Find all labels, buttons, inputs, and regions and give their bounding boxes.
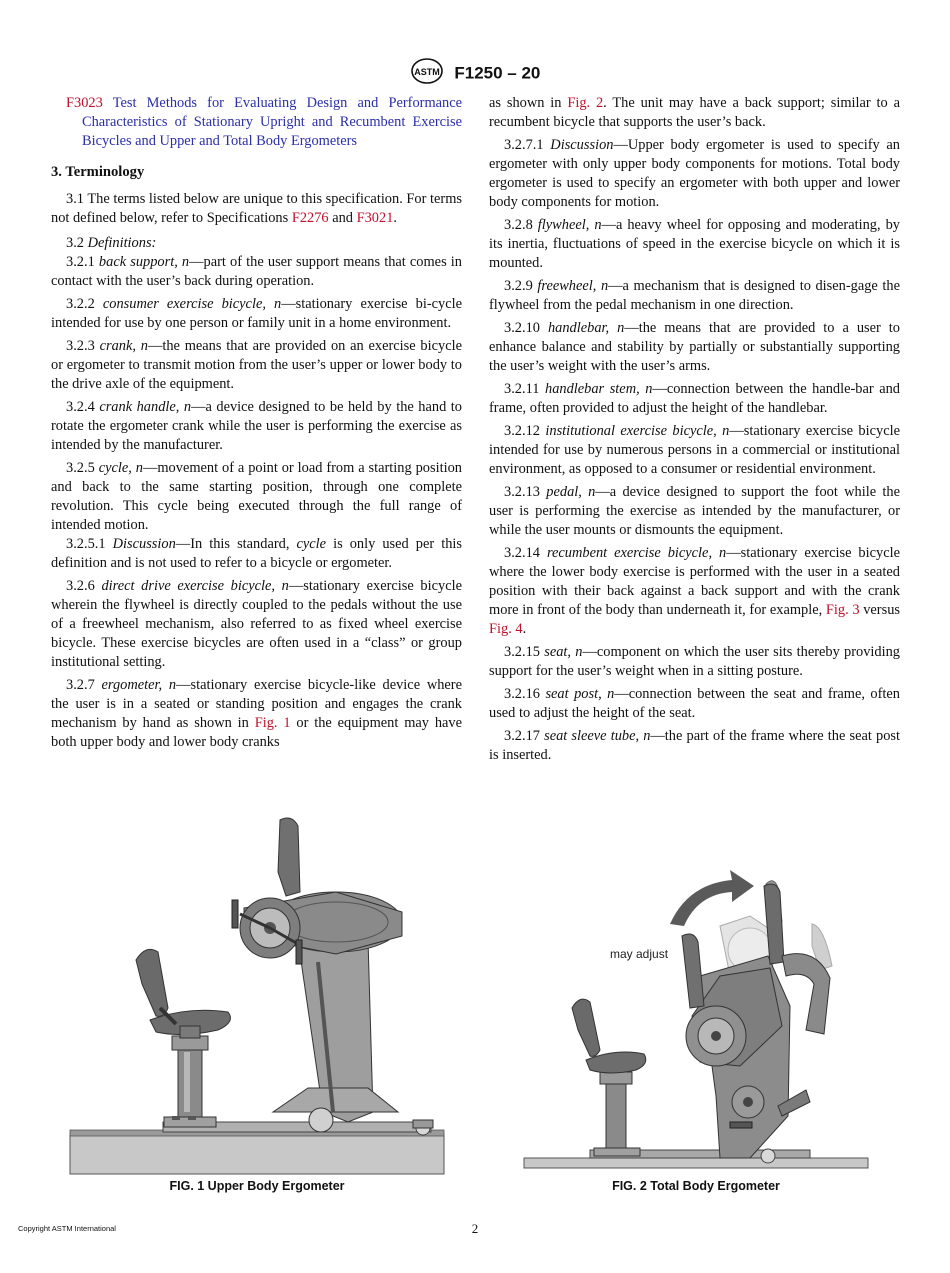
para-3-2-15: 3.2.15 seat, n—component on which the user sits thereby providing support for the user’s weight when in a sitting posture.: [489, 644, 900, 679]
ref-title: Test Methods for Evaluating Design and Performance Characteristics of Stationary Upright and Recumbent Exercise Bicycles and Upper and Total Body Ergometers: [82, 95, 462, 149]
para-3-2-8: 3.2.8 flywheel, n—a heavy wheel for opposing and moderating, by its inertia, fluctuations of speed in the exercise bicycle on which it is mounted.: [489, 217, 900, 271]
copyright-notice: Copyright ASTM International: [18, 1224, 116, 1233]
link-fig-2[interactable]: Fig. 2: [567, 95, 604, 111]
link-f3021[interactable]: F3021: [356, 210, 394, 226]
figure-2-illustration: [520, 866, 872, 1176]
para-3-2-6: 3.2.6 direct drive exercise bicycle, n—stationary exercise bicycle wherein the flywheel is directly coupled to the pedals without the use of a freewheel mechanism, also referred to as fixed wheel exercise bicycle. These exercise bicycles are often used in a “class” or group institutional setting.: [51, 578, 462, 670]
para-3-2-9: 3.2.9 freewheel, n—a mechanism that is designed to disen-gage the flywheel from the pedal mechanism in one direction.: [489, 278, 900, 313]
para-3-2-7-1: 3.2.7.1 Discussion—Upper body ergometer is used to specify an ergometer with only upper body components for motions. Total body ergometer is used to specify an ergometer with both upper and lower body components for motion.: [489, 137, 900, 210]
para-3-2-12: 3.2.12 institutional exercise bicycle, n—stationary exercise bicycle intended for use by numerous persons in a commercial or institutional environment, as opposed to a consumer or residential environment.: [489, 423, 900, 477]
document-designation: F1250 – 20: [454, 63, 541, 83]
figure-1-illustration: [68, 812, 446, 1176]
link-f2276[interactable]: F2276: [291, 210, 329, 226]
figure-1-caption: FIG. 1 Upper Body Ergometer: [169, 1179, 345, 1193]
para-3-2-4: 3.2.4 crank handle, n—a device designed to be held by the hand to rotate the ergometer crank while the user is performing the exercise as intended by the manufacturer.: [51, 399, 462, 453]
section-heading: 3. Terminology: [51, 164, 145, 180]
left-column: [51, 94, 462, 756]
para-3-2-13: 3.2.13 pedal, n—a device designed to support the foot while the user is performing the exercise as intended by the manufacturer, or while the user mounts or dismounts the equipment.: [489, 484, 900, 538]
para-3-2-5: 3.2.5 cycle, n—movement of a point or load from a starting position and back to the same starting position, through one complete revolution. This cycle being executed through the full range of intended motion.: [51, 460, 462, 533]
para-3-2-2: 3.2.2 consumer exercise bicycle, n—stationary exercise bi-cycle intended for use by one person or family unit in a home environment.: [51, 296, 462, 331]
para-3-2-5-1: 3.2.5.1 Discussion—In this standard, cycle is only used per this definition and is not used to refer to a bicycle or ergometer.: [51, 536, 463, 571]
astm-logo-icon: [410, 58, 444, 89]
para-3-2-7: 3.2.7 ergometer, n—stationary exercise bicycle-like device where the user is in a seated or standing position and engages the crank mechanism by hand as shown in Fig. 1 or the equipment may have both upper body and lower body cranks: [51, 677, 463, 750]
para-3-2: 3.2 Definitions:: [66, 235, 157, 251]
para-3-2-3: 3.2.3 crank, n—the means that are provided on an exercise bicycle or ergometer to transmit motion from the user’s upper or lower body to the drive axle of the equipment.: [51, 338, 462, 392]
para-3-2-16: 3.2.16 seat post, n—connection between the seat and frame, often used to adjust the height of the seat.: [489, 686, 900, 721]
para-3-1: 3.1 The terms listed below are unique to this specification. For terms not defined below, refer to Specifications F2276 and F3021.: [51, 191, 462, 226]
right-column: [489, 94, 900, 769]
para-3-2-17: 3.2.17 seat sleeve tube, n—the part of the frame where the seat post is inserted.: [489, 728, 900, 763]
may-adjust-label: may adjust: [610, 947, 669, 961]
para-3-2-10: 3.2.10 handlebar, n—the means that are provided to a user to enhance balance and stability by partially or substantially supporting the user’s weight with the user’s arms.: [489, 320, 900, 374]
figure-2-caption: FIG. 2 Total Body Ergometer: [612, 1179, 780, 1193]
para-3-2-1: 3.2.1 back support, n—part of the user support means that comes in contact with the user’s back during operation.: [51, 254, 462, 289]
svg-text:ASTM: ASTM: [413, 67, 440, 77]
link-fig-3[interactable]: Fig. 3: [825, 602, 860, 618]
para-3-2-11: 3.2.11 handlebar stem, n—connection between the handle-bar and frame, often provided to adjust the height of the handlebar.: [489, 381, 900, 416]
reference-f3023: [51, 94, 462, 151]
link-fig-4[interactable]: Fig. 4: [489, 621, 523, 637]
link-fig-1[interactable]: Fig. 1: [254, 715, 291, 731]
page-number: 2: [471, 1221, 479, 1236]
page-header: [0, 58, 950, 89]
ref-code-link[interactable]: F3023: [66, 95, 103, 111]
para-3-2-7-cont: as shown in Fig. 2. The unit may have a back support; similar to a recumbent bicycle that supports the user’s back.: [489, 95, 900, 130]
para-3-2-14: 3.2.14 recumbent exercise bicycle, n—stationary exercise bicycle where the lower body exercise is performed with the user in a seated position with their back against a back support and with the crank more in front of the body than underneath it, for example, Fig. 3 versus Fig. 4.: [489, 545, 900, 637]
